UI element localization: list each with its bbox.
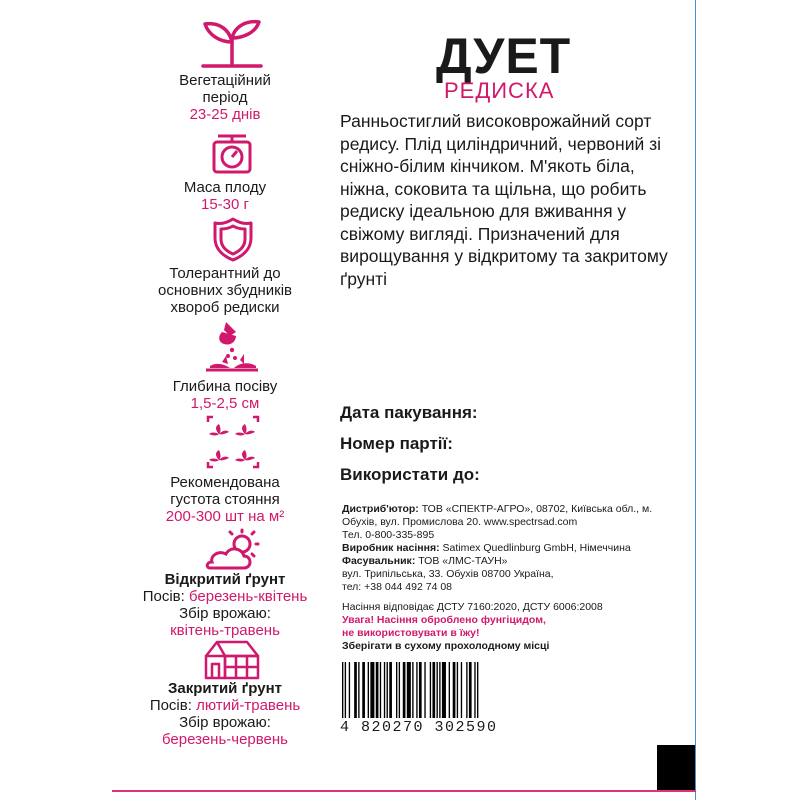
vegetation-label: Вегетаційний (179, 72, 271, 89)
closed-sow-line (140, 697, 310, 714)
packer-text: ТОВ «ЛМС-ТАУН» (415, 555, 508, 567)
density-block (140, 474, 310, 525)
vegetation-block (140, 72, 310, 123)
density-line-1: Рекомендована (170, 474, 280, 491)
barcode-bar (461, 662, 462, 718)
packer-phone: тел: +38 044 492 74 08 (342, 581, 453, 593)
plant-density-icon (205, 414, 261, 470)
packer-address: вул. Трипільська, 33. Обухів 08700 Україна, (342, 568, 554, 580)
warning-line-1: Увага! Насіння оброблено фунгіцидом, (342, 614, 546, 626)
barcode-bar (432, 662, 435, 718)
open-sow-value: березень-квітень (188, 588, 308, 605)
barcode-bar (384, 662, 385, 718)
vegetation-label-2: період (202, 89, 248, 106)
vegetation-value: 23-25 днів (189, 106, 261, 123)
bottom-line (112, 790, 696, 792)
barcode-bar (396, 662, 397, 718)
barcode-bar (403, 662, 406, 718)
closed-ground-block (140, 680, 310, 748)
tolerance-line-3: хвороб редиски (170, 299, 280, 316)
barcode-bar (412, 662, 413, 718)
black-corner-block (657, 745, 695, 790)
barcode-bar (407, 662, 411, 718)
packer-label: Фасувальник: (342, 555, 416, 567)
density-line-2: густота стояння (170, 491, 280, 508)
barcode-bar (477, 662, 478, 718)
open-harvest-value: квітень-травень (170, 622, 280, 639)
barcode-bar (430, 662, 431, 718)
greenhouse-icon (203, 638, 261, 680)
barcode-bar (389, 662, 392, 718)
shield-icon (211, 216, 255, 262)
barcode (340, 662, 530, 718)
sowing-hand-icon (202, 318, 262, 374)
product-title: ДУЕТ (436, 28, 572, 84)
barcode-bar (457, 662, 458, 718)
info-block (342, 503, 672, 594)
mass-value: 15-30 г (200, 196, 249, 213)
open-sow-label: Посів: (142, 588, 189, 605)
barcode-bar (437, 662, 438, 718)
right-border (695, 0, 696, 800)
sprout-icon (197, 14, 267, 70)
compliance-block (342, 601, 672, 653)
product-description: Ранньостиглий високоврожайний сорт редису. Плід циліндричний, червоний зі снiжно-білим кінчиком. М'якоть біла, ніжна, соковита та щільна, що робить редиску ідеальною для вживання у свіжому вигляді. Призначений для вирощування у відкритому та закритому ґрунті (340, 111, 668, 289)
barcode-bar (354, 662, 357, 718)
sun-cloud-icon (200, 528, 264, 572)
barcode-bar (345, 662, 346, 718)
product-subtitle: РЕДИСКА (444, 78, 555, 103)
packer-line (342, 555, 672, 568)
barcode-bar (362, 662, 365, 718)
barcode-bar (442, 662, 446, 718)
barcode-bar (449, 662, 450, 718)
barcode-bar (439, 662, 440, 718)
scale-icon (210, 132, 254, 176)
barcode-bar (368, 662, 369, 718)
pack-date-field: Дата пакування: (340, 403, 478, 422)
barcode-bar (469, 662, 472, 718)
producer-line (342, 542, 672, 555)
barcode-bar (416, 662, 417, 718)
barcode-bar (399, 662, 400, 718)
barcode-bar (453, 662, 456, 718)
barcode-bar (342, 662, 343, 718)
batch-field: Номер партії: (340, 434, 453, 453)
barcode-bar (349, 662, 350, 718)
closed-harvest-label: Збір врожаю: (179, 714, 271, 731)
producer-text: Satimex Quedlinburg GmbH, Німеччина (439, 542, 631, 554)
density-value: 200-300 шт на м² (165, 508, 285, 525)
barcode-bar (387, 662, 388, 718)
barcode-bar (370, 662, 374, 718)
closed-sow-label: Посів: (149, 697, 197, 714)
depth-value: 1,5-2,5 см (190, 395, 260, 412)
barcode-bar (419, 662, 422, 718)
tolerance-block (140, 265, 310, 316)
producer-label: Виробник насіння: (342, 542, 440, 554)
barcode-bar (424, 662, 425, 718)
closed-ground-title: Закритий ґрунт (167, 680, 282, 697)
standard-text: Насіння відповідає ДСТУ 7160:2020, ДСТУ 6006:2008 (342, 601, 603, 613)
distributor-text: ТОВ «СПЕКТР-АГРО», 08702, Київська обл., м. Обухів, вул. Промислова 20. www.spectrsad.com (342, 503, 653, 528)
barcode-bar (358, 662, 359, 718)
storage-text: Зберігати в сухому прохолодному місці (342, 640, 550, 652)
barcode-bar (376, 662, 379, 718)
mass-label: Маса плоду (183, 179, 267, 196)
tolerance-line-1: Толерантний до (169, 265, 281, 282)
barcode-digits: 4 820270 302590 (340, 719, 498, 736)
open-harvest-label: Збір врожаю: (179, 605, 271, 622)
barcode-bar (466, 662, 467, 718)
use-by-field: Використати до: (340, 465, 480, 484)
depth-block (140, 378, 310, 412)
depth-label: Глибина посіву (172, 378, 278, 395)
closed-harvest-value: березень-червень (161, 731, 288, 748)
tolerance-line-2: основних збудників (157, 282, 293, 299)
open-ground-title: Відкритий ґрунт (164, 571, 286, 588)
distributor-line (342, 503, 672, 529)
open-ground-block (140, 571, 310, 639)
mass-block (140, 179, 310, 213)
open-sow-line (140, 588, 310, 605)
closed-sow-value: лютий-травень (196, 697, 301, 714)
distributor-phone: Тел. 0-800-335-895 (342, 529, 435, 541)
distributor-label: Дистриб'ютор: (342, 503, 419, 515)
warning-line-2: не використовувати в їжу! (342, 627, 480, 639)
barcode-bar (474, 662, 475, 718)
barcode-bar (380, 662, 381, 718)
